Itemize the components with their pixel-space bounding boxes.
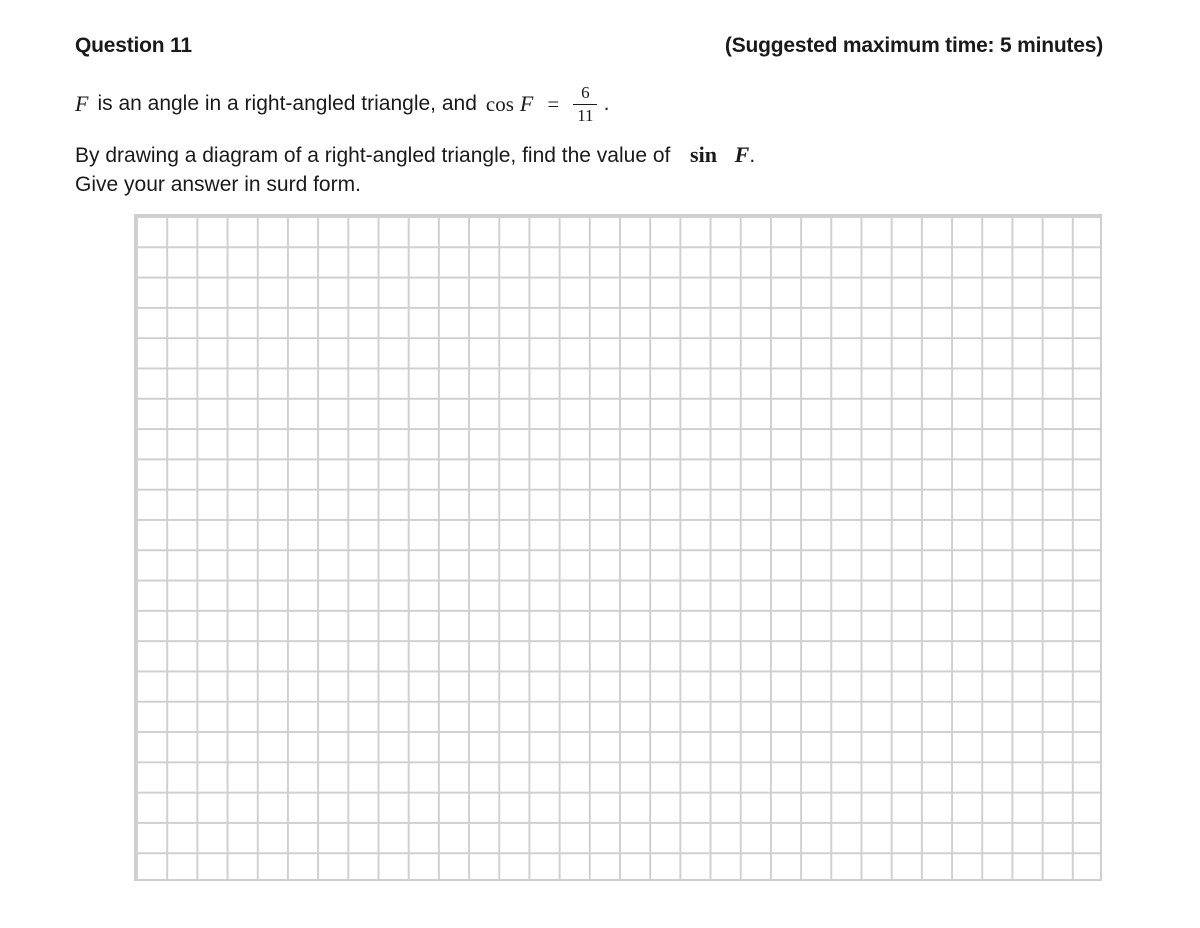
answer-grid-area[interactable] [134, 214, 1102, 881]
fraction-denominator: 11 [577, 105, 594, 125]
instruction-period: . [749, 144, 756, 167]
statement-period: . [603, 92, 610, 115]
cos-fraction [573, 84, 597, 125]
question-statement [75, 78, 609, 130]
question-instruction [75, 142, 755, 168]
sin-function: sin [690, 142, 717, 167]
instruction-text: By drawing a diagram of a right-angled triangle, find the value of [75, 144, 671, 167]
suggested-time-note: (Suggested maximum time: 5 minutes) [724, 34, 1103, 57]
statement-text: is an angle in a right-angled triangle, and [97, 92, 477, 115]
equals-sign: = [547, 91, 560, 116]
sin-variable: F [734, 142, 750, 167]
question-header [75, 34, 1103, 64]
question-title: Question 11 [75, 34, 192, 57]
cos-variable: F [519, 91, 534, 116]
cos-function: cos [485, 91, 514, 116]
angle-variable: F [75, 91, 89, 116]
answer-format-note: Give your answer in surd form. [75, 173, 361, 196]
fraction-numerator: 6 [581, 82, 590, 102]
